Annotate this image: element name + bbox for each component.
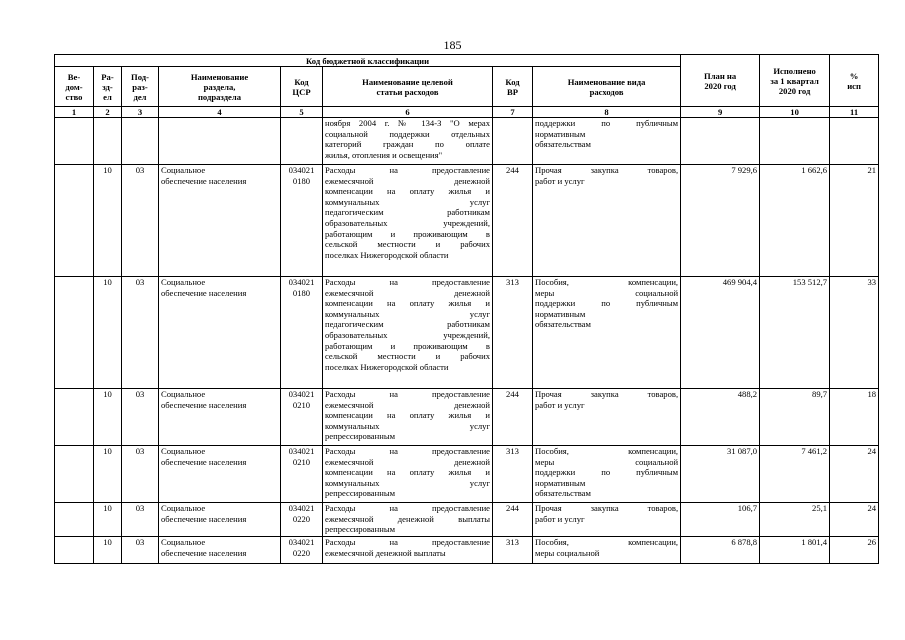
cell-line: меры социальной bbox=[535, 547, 600, 558]
cell-kind-name bbox=[533, 537, 681, 564]
cell-podrazdel bbox=[122, 118, 159, 165]
cell-plan: 488,2 bbox=[681, 389, 760, 446]
cell-pct: 26 bbox=[830, 537, 879, 564]
cell-razdel: 10 bbox=[94, 446, 122, 503]
cell-vr-code: 244 bbox=[493, 165, 533, 277]
header-podrazdel: Под- раз- дел bbox=[122, 67, 159, 107]
cell-line: Расходы на предоставление bbox=[325, 165, 490, 175]
cell-vr-code: 244 bbox=[493, 503, 533, 537]
cell-line: образовательных учреждений, bbox=[325, 329, 490, 340]
cell-section-name: Социальное обеспечение населения bbox=[159, 389, 281, 446]
cell-line: нормативным bbox=[535, 308, 586, 319]
cell-done: 25,1 bbox=[760, 503, 830, 537]
column-number: 4 bbox=[159, 107, 281, 118]
cell-line: педагогическим работникам bbox=[325, 207, 490, 218]
cell-pct: 24 bbox=[830, 503, 879, 537]
cell-done: 89,7 bbox=[760, 389, 830, 446]
cell-target-name bbox=[323, 118, 493, 165]
header-kind: Наименование вида расходов bbox=[533, 67, 681, 107]
cell-pct bbox=[830, 118, 879, 165]
cell-line: сельской местности и рабочих bbox=[325, 351, 490, 362]
cell-section-name: Социальное обеспечение населения bbox=[159, 277, 281, 389]
page-number: 185 bbox=[443, 38, 462, 52]
cell-vr-code: 313 bbox=[493, 446, 533, 503]
cell-line: жилья, отопления и освещения" bbox=[325, 149, 443, 160]
header-ved: Ве- дом- ство bbox=[55, 67, 94, 107]
cell-line: Пособия, компенсации, bbox=[535, 537, 679, 547]
cell-line: репрессированным bbox=[325, 488, 396, 499]
cell-target-name bbox=[323, 165, 493, 277]
cell-line: коммунальных услуг bbox=[325, 420, 490, 431]
header-csr: Код ЦСР bbox=[281, 67, 323, 107]
table-row bbox=[55, 277, 879, 389]
header-group: Код бюджетной классификации bbox=[55, 55, 681, 67]
cell-line: ноября 2004 г. № 134-З "О мерах bbox=[325, 118, 490, 128]
cell-line: меры социальной bbox=[535, 287, 679, 298]
cell-csr-code bbox=[281, 118, 323, 165]
cell-podrazdel: 03 bbox=[122, 277, 159, 389]
header-pct: % исп bbox=[830, 55, 879, 107]
cell-line: поселках Нижегородской области bbox=[325, 249, 449, 260]
cell-line: меры социальной bbox=[535, 456, 679, 467]
cell-line: Пособия, компенсации, bbox=[535, 446, 679, 456]
cell-razdel bbox=[94, 118, 122, 165]
cell-line: поддержки по публичным bbox=[535, 298, 679, 309]
cell-line: работ и услуг bbox=[535, 399, 585, 410]
column-number: 10 bbox=[760, 107, 830, 118]
table-row bbox=[55, 446, 879, 503]
table-row bbox=[55, 118, 879, 165]
cell-line: Прочая закупка товаров, bbox=[535, 389, 679, 399]
header-vr: Код ВР bbox=[493, 67, 533, 107]
cell-kind-name bbox=[533, 503, 681, 537]
cell-plan: 106,7 bbox=[681, 503, 760, 537]
cell-line: Расходы на предоставление bbox=[325, 537, 490, 547]
header-razdel: Ра- зд- ел bbox=[94, 67, 122, 107]
cell-line: компенсации на оплату жилья и bbox=[325, 467, 490, 478]
cell-pct: 18 bbox=[830, 389, 879, 446]
cell-line: Расходы на предоставление bbox=[325, 389, 490, 399]
cell-line: ежемесячной денежной bbox=[325, 456, 490, 467]
column-number: 1 bbox=[55, 107, 94, 118]
column-number-row bbox=[55, 107, 879, 118]
cell-plan bbox=[681, 118, 760, 165]
cell-line: компенсации на оплату жилья и bbox=[325, 298, 490, 309]
cell-ved bbox=[55, 277, 94, 389]
cell-target-name bbox=[323, 277, 493, 389]
cell-kind-name bbox=[533, 118, 681, 165]
column-number: 5 bbox=[281, 107, 323, 118]
cell-ved bbox=[55, 165, 94, 277]
table-body bbox=[55, 118, 879, 564]
cell-section-name: Социальное обеспечение населения bbox=[159, 446, 281, 503]
cell-target-name bbox=[323, 537, 493, 564]
cell-ved bbox=[55, 503, 94, 537]
cell-line: поддержки по публичным bbox=[535, 467, 679, 478]
cell-section-name: Социальное обеспечение населения bbox=[159, 165, 281, 277]
cell-line: нормативным bbox=[535, 477, 586, 488]
cell-line: репрессированным bbox=[325, 431, 396, 442]
cell-done: 7 461,2 bbox=[760, 446, 830, 503]
cell-line: ежемесячной денежной выплаты bbox=[325, 547, 446, 558]
cell-razdel: 10 bbox=[94, 389, 122, 446]
cell-razdel: 10 bbox=[94, 277, 122, 389]
cell-line: работ и услуг bbox=[535, 175, 585, 186]
cell-line: коммунальных услуг bbox=[325, 308, 490, 319]
cell-pct: 21 bbox=[830, 165, 879, 277]
cell-line: поддержки по публичным bbox=[535, 118, 679, 128]
table-row bbox=[55, 165, 879, 277]
cell-razdel: 10 bbox=[94, 165, 122, 277]
cell-plan: 7 929,6 bbox=[681, 165, 760, 277]
cell-plan: 31 087,0 bbox=[681, 446, 760, 503]
column-number: 2 bbox=[94, 107, 122, 118]
cell-section-name: Социальное обеспечение населения bbox=[159, 537, 281, 564]
cell-line: социальной поддержки отдельных bbox=[325, 128, 490, 139]
cell-line: обязательствам bbox=[535, 139, 591, 150]
cell-line: сельской местности и рабочих bbox=[325, 239, 490, 250]
cell-line: коммунальных услуг bbox=[325, 477, 490, 488]
cell-line: Прочая закупка товаров, bbox=[535, 165, 679, 175]
cell-target-name bbox=[323, 389, 493, 446]
cell-vr-code: 244 bbox=[493, 389, 533, 446]
cell-podrazdel: 03 bbox=[122, 389, 159, 446]
cell-line: коммунальных услуг bbox=[325, 196, 490, 207]
header-plan: План на 2020 год bbox=[681, 55, 760, 107]
cell-ved bbox=[55, 446, 94, 503]
column-number: 7 bbox=[493, 107, 533, 118]
cell-line: Расходы на предоставление bbox=[325, 277, 490, 287]
cell-line: нормативным bbox=[535, 128, 586, 139]
cell-vr-code: 313 bbox=[493, 277, 533, 389]
cell-done: 153 512,7 bbox=[760, 277, 830, 389]
cell-podrazdel: 03 bbox=[122, 165, 159, 277]
cell-kind-name bbox=[533, 389, 681, 446]
cell-plan: 6 878,8 bbox=[681, 537, 760, 564]
cell-target-name bbox=[323, 446, 493, 503]
cell-csr-code: 034021 0210 bbox=[281, 446, 323, 503]
cell-line: ежемесячной денежной bbox=[325, 175, 490, 186]
table-row bbox=[55, 389, 879, 446]
cell-csr-code: 034021 0220 bbox=[281, 537, 323, 564]
cell-line: поселках Нижегородской области bbox=[325, 361, 449, 372]
column-number: 11 bbox=[830, 107, 879, 118]
cell-line: категорий граждан по оплате bbox=[325, 139, 490, 150]
cell-vr-code: 313 bbox=[493, 537, 533, 564]
cell-razdel: 10 bbox=[94, 503, 122, 537]
cell-line: работающим и проживающим в bbox=[325, 228, 490, 239]
cell-pct: 24 bbox=[830, 446, 879, 503]
cell-line: образовательных учреждений, bbox=[325, 217, 490, 228]
table-row bbox=[55, 503, 879, 537]
cell-podrazdel: 03 bbox=[122, 537, 159, 564]
cell-csr-code: 034021 0220 bbox=[281, 503, 323, 537]
column-number: 9 bbox=[681, 107, 760, 118]
cell-line: компенсации на оплату жилья и bbox=[325, 410, 490, 421]
cell-kind-name bbox=[533, 165, 681, 277]
cell-line: работающим и проживающим в bbox=[325, 340, 490, 351]
column-number: 6 bbox=[323, 107, 493, 118]
column-number: 3 bbox=[122, 107, 159, 118]
cell-line: репрессированным bbox=[325, 524, 396, 535]
cell-target-name bbox=[323, 503, 493, 537]
column-number: 8 bbox=[533, 107, 681, 118]
cell-kind-name bbox=[533, 446, 681, 503]
cell-done bbox=[760, 118, 830, 165]
cell-done: 1 801,4 bbox=[760, 537, 830, 564]
cell-line: Расходы на предоставление bbox=[325, 503, 490, 513]
cell-line: Прочая закупка товаров, bbox=[535, 503, 679, 513]
cell-section-name bbox=[159, 118, 281, 165]
header-target: Наименование целевой статьи расходов bbox=[323, 67, 493, 107]
cell-vr-code bbox=[493, 118, 533, 165]
cell-line: обязательствам bbox=[535, 488, 591, 499]
cell-ved bbox=[55, 389, 94, 446]
cell-csr-code: 034021 0210 bbox=[281, 389, 323, 446]
cell-ved bbox=[55, 537, 94, 564]
header-done: Исполнено за 1 квартал 2020 год bbox=[760, 55, 830, 107]
cell-csr-code: 034021 0180 bbox=[281, 277, 323, 389]
cell-line: ежемесячной денежной выплаты bbox=[325, 513, 490, 524]
header-name: Наименование раздела, подраздела bbox=[159, 67, 281, 107]
cell-podrazdel: 03 bbox=[122, 446, 159, 503]
cell-razdel: 10 bbox=[94, 537, 122, 564]
cell-line: обязательствам bbox=[535, 319, 591, 330]
cell-line: работ и услуг bbox=[535, 513, 585, 524]
cell-line: Расходы на предоставление bbox=[325, 446, 490, 456]
cell-podrazdel: 03 bbox=[122, 503, 159, 537]
cell-done: 1 662,6 bbox=[760, 165, 830, 277]
cell-line: Пособия, компенсации, bbox=[535, 277, 679, 287]
table-row bbox=[55, 537, 879, 564]
cell-csr-code: 034021 0180 bbox=[281, 165, 323, 277]
cell-ved bbox=[55, 118, 94, 165]
cell-line: ежемесячной денежной bbox=[325, 287, 490, 298]
cell-plan: 469 904,4 bbox=[681, 277, 760, 389]
cell-kind-name bbox=[533, 277, 681, 389]
cell-pct: 33 bbox=[830, 277, 879, 389]
budget-table bbox=[54, 54, 879, 564]
cell-line: педагогическим работникам bbox=[325, 319, 490, 330]
cell-line: ежемесячной денежной bbox=[325, 399, 490, 410]
cell-section-name: Социальное обеспечение населения bbox=[159, 503, 281, 537]
cell-line: компенсации на оплату жилья и bbox=[325, 186, 490, 197]
